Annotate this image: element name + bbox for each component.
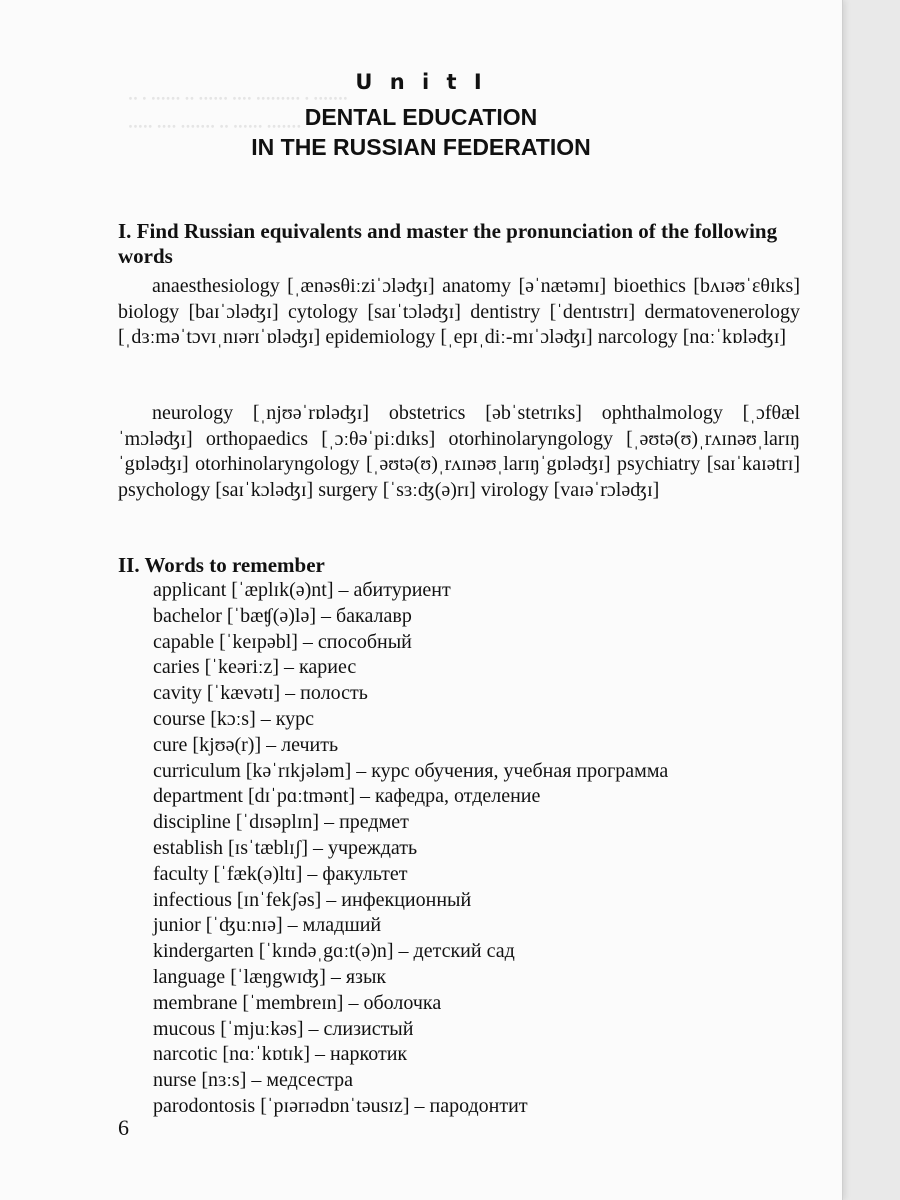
vocabulary-entry: curriculum [kəˈrɪkjələm] – курс обучения, учебная программа — [153, 759, 669, 782]
term: epidemiology [ˌepɪˌdiː-mɪˈɔləʤɪ] — [325, 326, 593, 348]
term: obstetrics [əbˈstetrɪks] — [388, 402, 582, 424]
vocabulary-entry: mucous [ˈmjuːkəs] – слизистый — [153, 1017, 414, 1040]
bleed-through-texture: ꞏꞏ ꞏ ꞏꞏꞏꞏꞏꞏ ꞏꞏ ꞏꞏꞏꞏꞏꞏ ꞏꞏꞏꞏ ꞏꞏꞏꞏꞏꞏꞏꞏꞏ ꞏ ꞏꞏꞏꞏꞏꞏꞏ ꞏꞏꞏꞏꞏ ꞏꞏꞏꞏ ꞏꞏꞏꞏꞏꞏꞏ ꞏꞏ ꞏꞏꞏꞏꞏꞏ ꞏꞏꞏꞏꞏꞏꞏ — [128, 91, 348, 136]
term: psychology [saɪˈkɔləʤɪ] — [118, 478, 314, 501]
term: anaesthesiology [ˌænəsθiːziˈɔləʤɪ] — [152, 275, 435, 297]
term: dermatovenerology [ˌdɜːməˈtɔvɪˌnɪərɪˈɒləʤɪ] — [118, 300, 800, 348]
pronunciation-terms-paragraph — [118, 274, 800, 351]
vocabulary-entry: bachelor [ˈbæʧ(ə)lə] – бакалавр — [153, 604, 412, 627]
term: ophthalmology [ˌɔfθælˈmɔləʤɪ] — [118, 402, 801, 450]
vocabulary-entry: nurse [nɜːs] – медсестра — [153, 1069, 354, 1092]
term: otorhinolaryngology [ˌəʊtə(ʊ)ˌrʌɪnəʊˌlarɪŋˈgɒləʤɪ] — [118, 427, 801, 475]
vocabulary-entry: membrane [ˈmembreɪn] – оболочка — [153, 991, 442, 1014]
section-heading-find-equivalents: I. Find Russian equivalents and master the pronunciation of the following words — [118, 219, 778, 268]
vocabulary-entry: capable [ˈkeɪpəbl] – способный — [153, 630, 412, 653]
pronunciation-terms-paragraph-2 — [118, 401, 800, 503]
term: surgery [ˈsɜːʤ(ə)rɪ] — [318, 478, 476, 501]
term: otorhinolaryngology [ˌəʊtə(ʊ)ˌrʌɪnəʊˌlarɪŋˈgɒləʤɪ] — [195, 453, 611, 475]
section-heading-words-to-remember: II. Words to remember — [118, 553, 325, 577]
vocabulary-entry: parodontosis [ˈpɪərɪədɒnˈtəusɪz] – пародонтит — [153, 1094, 528, 1117]
term: bioethics [bʌɪəʊˈɛθɪks] — [613, 275, 800, 297]
unit-label: U n i t I — [355, 70, 487, 94]
vocabulary-entry: course [kɔːs] – курс — [153, 707, 315, 730]
vocabulary-entry: department [dɪˈpɑːtmənt] – кафедра, отделение — [153, 785, 541, 808]
vocabulary-entry: cavity [ˈkævətɪ] – полость — [153, 682, 368, 705]
vocabulary-entry: cure [kjʊə(r)] – лечить — [153, 733, 339, 756]
term: virology [vaɪəˈrɔləʤɪ] — [480, 478, 660, 501]
vocabulary-entry: junior [ˈʤuːnɪə] – младший — [153, 914, 382, 937]
vocabulary-entry: establish [ɪsˈtæblɪʃ] – учреждать — [153, 836, 418, 859]
vocabulary-list — [153, 578, 813, 1120]
chapter-title-line-2: IN THE RUSSIAN FEDERATION — [251, 134, 591, 160]
chapter-title-line-1: DENTAL EDUCATION — [304, 104, 538, 130]
vocabulary-entry: faculty [ˈfæk(ə)ltɪ] – факультет — [153, 862, 408, 885]
page-number: 6 — [118, 1115, 129, 1140]
vocabulary-entry: narcotic [nɑːˈkɒtɪk] – наркотик — [153, 1043, 408, 1066]
term: psychiatry [saɪˈkaɪətrɪ] — [616, 453, 800, 475]
term: cytology [saɪˈtɔləʤɪ] — [288, 300, 461, 323]
term: orthopaedics [ˌɔːθəˈpiːdɪks] — [205, 427, 436, 450]
term: anatomy [əˈnætəmɪ] — [442, 275, 607, 297]
vocabulary-entry: infectious [ɪnˈfekʃəs] – инфекционный — [153, 888, 472, 911]
vocabulary-entry: caries [ˈkeəriːz] – кариес — [153, 656, 357, 679]
term: dentistry [ˈdentɪstrɪ] — [470, 300, 636, 323]
vocabulary-entry: kindergarten [ˈkɪndəˌgɑːt(ə)n] – детский сад — [153, 940, 515, 963]
term: narcology [nɑːˈkɒləʤɪ] — [597, 326, 787, 348]
vocabulary-entry: language [ˈlæŋgwɪʤ] – язык — [153, 965, 387, 988]
term: neurology [ˌnjʊəˈrɒləʤɪ] — [152, 402, 369, 424]
vocabulary-entry: applicant [ˈæplɪk(ə)nt] – абитуриент — [153, 579, 451, 601]
vocabulary-entry: discipline [ˈdɪsəplɪn] – предмет — [153, 811, 409, 834]
term: biology [baɪˈɔləʤɪ] — [118, 300, 279, 323]
